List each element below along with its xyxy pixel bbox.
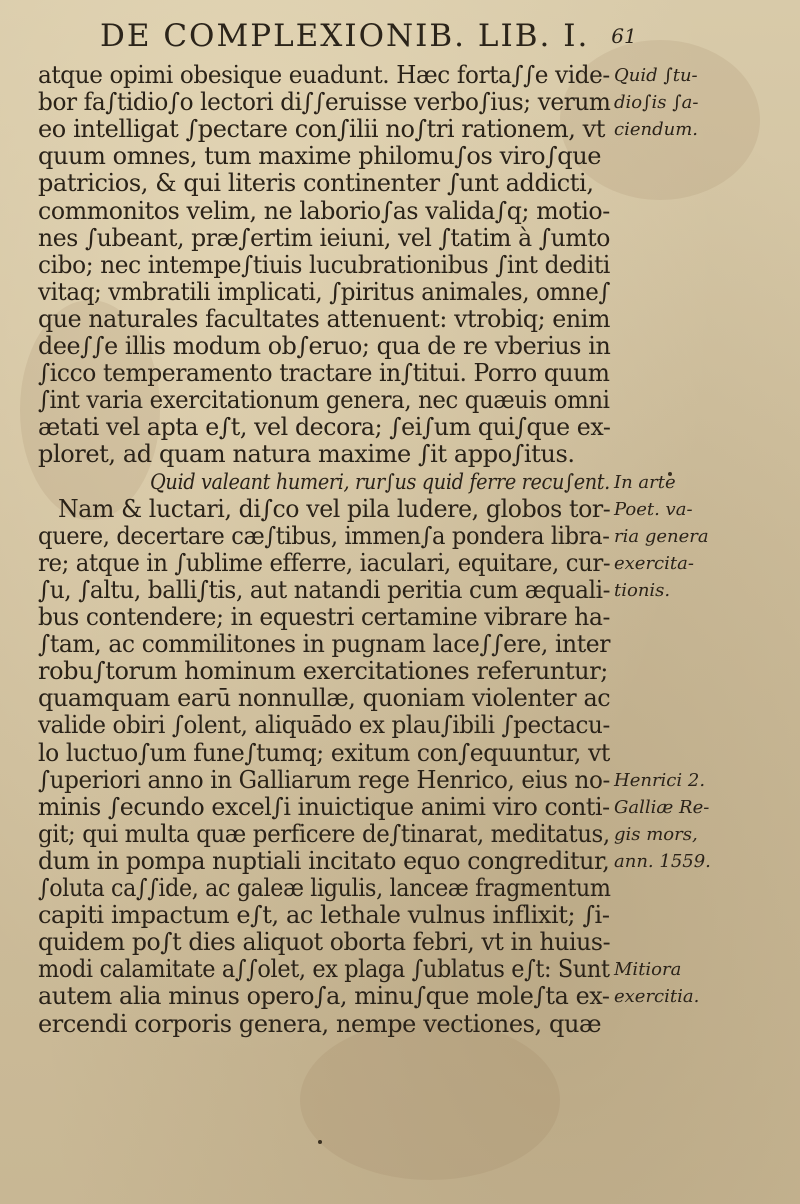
text-line [0,983,800,1010]
text-line [0,848,800,875]
body-line-text: ∫int varia exercitationum genera, nec quæuis omni [38,386,610,415]
text-line [0,604,800,631]
body-line-text: lo luctuo∫um fune∫tumq; exitum con∫equuntur, vt [38,738,610,767]
body-line-text: quamquam earū nonnullæ, quoniam violenter ac [38,684,611,713]
body-line-text: ploret, ad quam natura maxime ∫it appo∫itus. [38,440,575,469]
text-line [0,658,800,685]
body-line-text: vitaq; vmbratili implicati, ∫piritus animales, omne∫ [38,277,611,306]
text-line [0,767,800,794]
body-line-text: bor fa∫tidio∫o lectori di∫∫eruisse verbo∫ius; verum [38,88,611,117]
running-header [100,18,700,54]
body-line-text: patricios, & qui literis continenter ∫unt addicti, [38,169,594,198]
text-line [0,523,800,550]
text-line [0,956,800,983]
running-head-title: DE COMPLEXIONIB. LIB. I. [100,18,590,54]
body-line-text: ∫icco temperamento tractare in∫titui. Porro quum [38,359,610,388]
marginal-note: Galliæ Re- [614,796,710,818]
body-line-text: quum omnes, tum maxime philomu∫os viro∫que [38,142,602,171]
body-line-text: modi calamitate a∫∫olet, ex plaga ∫ublatus e∫t: Sunt [38,955,610,984]
text-line [0,198,800,225]
text-line [0,685,800,712]
text-line [0,360,800,387]
text-line [0,89,800,116]
marginal-note: exercitia. [614,986,700,1008]
text-line [0,929,800,956]
text-line [0,875,800,902]
body-line-text: capiti impactum e∫t, ac lethale vulnus inflixit; ∫i- [38,901,610,930]
body-line-text: bus contendere; in equestri certamine vibrare ha- [38,603,610,631]
text-line [0,333,800,360]
body-line-text: nes ∫ubeant, præ∫ertim ieiuni, vel ∫tatim à ∫umto [38,223,611,252]
body-line-text: ercendi corporis genera, nempe vectiones, quæ [38,1009,602,1038]
text-line [0,740,800,767]
text-line [0,116,800,143]
text-line [0,387,800,414]
body-line-text: dum in pompa nuptiali incitato equo congreditur, [38,846,610,875]
marginal-note: Henrici 2. [614,769,706,791]
body-line-text: ∫oluta ca∫∫ide, ac galeæ ligulis, lanceæ fragmentum [38,874,611,902]
marginal-note: Poet. va- [614,498,693,520]
body-line-text: re; atque in ∫ublime efferre, iaculari, equitare, cur- [38,548,611,577]
ink-speck [318,1140,322,1144]
body-line-text: cibo; nec intempe∫tiuis lucubrationibus ∫int dediti [38,250,610,279]
marginal-note: In arte [614,471,676,493]
body-line-text: que naturales facultates attenuent: vtrobiq; enim [38,304,610,333]
body-line-text: ætati vel apta e∫t, vel decora; ∫ei∫um qui∫que ex- [38,413,611,442]
text-line [0,577,800,604]
text-line [0,62,800,89]
text-line [0,306,800,333]
text-line [0,902,800,929]
text-line [0,1011,800,1038]
page-number: 61 [611,24,637,48]
marginal-note: ria genera [614,525,709,547]
body-line-text: commonitos velim, ne laborio∫as valida∫q; motio- [38,196,610,225]
body-line-text: quidem po∫t dies aliquot oborta febri, vt in huius- [38,928,611,957]
marginal-note: Quid ∫tu- [614,65,698,86]
body-line-text: Nam & luctari, di∫co vel pila ludere, globos tor- [58,494,611,523]
text-line [0,225,800,252]
text-line [0,496,800,523]
body-line-text: dee∫∫e illis modum ob∫eruo; qua de re vberius in [38,332,611,360]
text-line [0,143,800,170]
text-line [0,414,800,441]
body-line-text: valide obiri ∫olent, aliquādo ex plau∫ibili ∫pectacu- [38,711,610,740]
text-line [0,170,800,197]
body-line-text: ∫u, ∫altu, balli∫tis, aut natandi peritia cum æquali- [38,575,611,604]
body-line-text: robu∫torum hominum exercitationes referuntur; [38,657,608,686]
body-line-text: git; qui multa quæ perficere de∫tinarat, meditatus, [38,819,610,848]
text-line [0,712,800,739]
text-line [0,279,800,306]
text-line [0,550,800,577]
text-line [0,821,800,848]
body-line-text: Quid valeant humeri, rur∫us quid ferre recu∫ent. [150,469,610,494]
body-line-text: atque opimi obesique euadunt. Hæc forta∫∫e vide- [38,61,610,89]
body-line-text: minis ∫ecundo excel∫i inuictique animi viro conti- [38,792,610,821]
marginal-note: dio∫is ∫a- [614,92,699,114]
marginal-note: ann. 1559. [614,850,711,872]
text-line [0,252,800,279]
marginal-note: exercita- [614,552,694,574]
text-line [0,469,800,496]
marginal-note: tionis. [614,579,671,601]
body-line-text: quere, decertare cæ∫tibus, immen∫a pondera libra- [38,521,610,550]
marginal-note: ciendum. [614,119,698,141]
body-line-text: ∫tam, ac commilitones in pugnam lace∫∫ere, inter [38,630,611,659]
marginal-note: Mitiora [614,959,682,981]
body-line-text: ∫uperiori anno in Galliarum rege Henrico, eius no- [38,765,610,794]
body-line-text: autem alia minus opero∫a, minu∫que mole∫ta ex- [38,982,610,1011]
text-line [0,794,800,821]
text-line [0,441,800,468]
paper-stain [300,1020,560,1180]
text-line [0,631,800,658]
body-line-text: eo intelligat ∫pectare con∫ilii no∫tri rationem, vt [38,115,606,144]
marginal-note: gis mors, [614,823,698,845]
